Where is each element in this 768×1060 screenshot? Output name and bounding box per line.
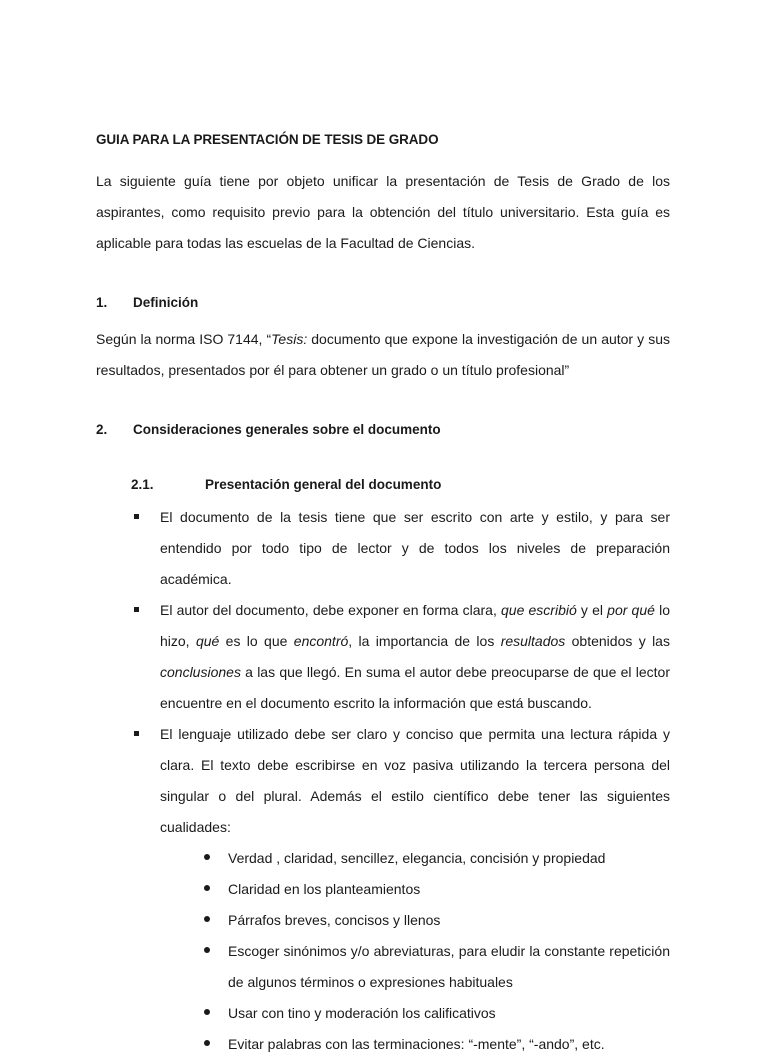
square-bullet-icon bbox=[134, 607, 139, 612]
section-1-paragraph bbox=[96, 324, 670, 386]
list-item bbox=[96, 1029, 670, 1060]
list-item bbox=[96, 874, 670, 905]
section-label-2: Consideraciones generales sobre el documento bbox=[133, 422, 441, 438]
circle-bullet-icon bbox=[204, 947, 210, 953]
circle-bullet-icon bbox=[204, 854, 210, 860]
subsection-number-2-1: 2.1. bbox=[131, 477, 154, 493]
run-italic: que escribió bbox=[501, 602, 577, 619]
list-item-text: Verdad , claridad, sencillez, elegancia, concisión y propiedad bbox=[228, 850, 606, 867]
list-item bbox=[96, 936, 670, 998]
run-text: , la importancia de los bbox=[348, 633, 501, 650]
list-item bbox=[96, 502, 670, 595]
intro-paragraph: La siguiente guía tiene por objeto unificar la presentación de Tesis de Grado de los aspirantes, como requisito previo para la obtención del título universitario. Esta guía es aplicable para todas las escuelas de la Facultad de Ciencias. bbox=[96, 173, 670, 252]
list-item bbox=[96, 719, 670, 843]
run-italic: encontró bbox=[293, 633, 349, 650]
circle-bullet-icon bbox=[204, 916, 210, 922]
document-body bbox=[96, 131, 670, 1060]
list-item bbox=[96, 595, 670, 719]
square-bullet-icon bbox=[134, 514, 139, 519]
section-heading-1 bbox=[96, 287, 670, 318]
run-text: es lo que bbox=[219, 633, 294, 650]
guidelines-bullet-list bbox=[96, 502, 670, 843]
square-bullet-icon bbox=[134, 731, 139, 736]
list-item-text: Evitar palabras con las terminaciones: “-mente”, “-ando”, etc. bbox=[228, 1036, 605, 1053]
subsection-label-2-1: Presentación general del documento bbox=[205, 477, 442, 493]
circle-bullet-icon bbox=[204, 885, 210, 891]
run-text: y el bbox=[576, 602, 608, 619]
section-heading-2 bbox=[96, 414, 670, 445]
section-number-1: 1. bbox=[96, 295, 108, 311]
list-item-text: Claridad en los planteamientos bbox=[228, 881, 421, 898]
run-italic: qué bbox=[195, 633, 220, 650]
run-italic: resultados bbox=[500, 633, 566, 650]
run-italic: conclusiones bbox=[160, 664, 241, 681]
run-text: a las que llegó. En suma el autor debe preocuparse de que el lector encuentre en el documento escrito la información que está buscando. bbox=[160, 664, 670, 712]
section-number-2: 2. bbox=[96, 422, 108, 438]
list-item-text bbox=[160, 602, 670, 711]
list-item-text: Párrafos breves, concisos y llenos bbox=[228, 912, 441, 929]
subsection-heading-2-1 bbox=[96, 469, 670, 500]
circle-bullet-icon bbox=[204, 1009, 210, 1015]
qualities-sub-bullet-list bbox=[96, 843, 670, 1060]
iso-quote-term: Tesis: bbox=[271, 331, 308, 348]
list-item bbox=[96, 843, 670, 874]
iso-quote-prefix: Según la norma ISO 7144, “ bbox=[96, 331, 272, 348]
list-item-text: Usar con tino y moderación los calificativos bbox=[228, 1005, 496, 1022]
section-label-1: Definición bbox=[133, 295, 199, 311]
list-item-text: El lenguaje utilizado debe ser claro y conciso que permita una lectura rápida y clara. El texto debe escribirse en voz pasiva utilizando la tercera persona del singular o del plural. Además el estilo científico debe tener las siguientes cualidades: bbox=[160, 726, 670, 836]
circle-bullet-icon bbox=[204, 1040, 210, 1046]
iso-quote-suffix: documento que expone la investigación de un autor y sus resultados, presentados por él para obtener un grado o un título profesional” bbox=[96, 331, 670, 379]
run-text: lo hizo, bbox=[160, 602, 670, 650]
list-item bbox=[96, 998, 670, 1029]
page-title: GUIA PARA LA PRESENTACIÓN DE TESIS DE GRADO bbox=[96, 132, 439, 147]
list-item-text: El documento de la tesis tiene que ser escrito con arte y estilo, y para ser entendido por todo tipo de lector y de todos los niveles de preparación académica. bbox=[160, 509, 670, 588]
list-item-text: Escoger sinónimos y/o abreviaturas, para eludir la constante repetición de algunos términos o expresiones habituales bbox=[228, 943, 670, 991]
run-text: obtenidos y las bbox=[565, 633, 670, 650]
list-item bbox=[96, 905, 670, 936]
run-italic: por qué bbox=[607, 602, 655, 619]
run-text: El autor del documento, debe exponer en forma clara, bbox=[160, 602, 501, 619]
